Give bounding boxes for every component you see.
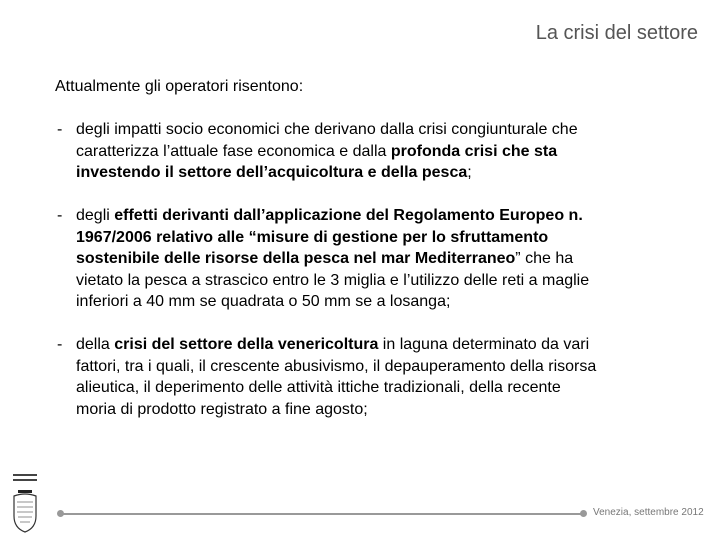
text: inferiori a 40 mm se quadrata o 50 mm se a losanga; [76, 293, 451, 311]
bullet-item [57, 205, 589, 313]
text: ; [467, 164, 472, 182]
bold-text: effetti derivanti dall’applicazione del Regolamento Europeo n. [114, 207, 583, 224]
bullet-line [76, 162, 578, 184]
bullet-marker: - [57, 207, 63, 224]
bullet-line [76, 141, 578, 163]
bullet-marker: - [57, 336, 63, 353]
bullet-line [76, 205, 589, 227]
text: degli [76, 207, 115, 224]
bullet-marker: - [57, 121, 63, 138]
slide-title: La crisi del settore [535, 22, 698, 44]
bullet-line [76, 399, 596, 421]
bullet-item [57, 334, 596, 420]
bold-text: investendo il settore dell’acquicoltura e della pesca [76, 164, 468, 182]
text: degli impatti socio economici che derivano dalla crisi congiunturale che [76, 121, 578, 138]
footer-divider [60, 513, 582, 515]
text: ” che ha [515, 250, 574, 268]
bullet-line [76, 291, 589, 313]
bullet-line [76, 356, 596, 378]
bold-text: crisi del settore della venericoltura [114, 336, 379, 353]
text: in laguna determinato da vari [378, 336, 590, 353]
bullet-line [76, 227, 589, 249]
text: caratterizza l’attuale fase economica e dalla [76, 142, 391, 160]
bullet-item [57, 119, 578, 184]
text: fattori, tra i quali, il crescente abusivismo, il depauperamento della risorsa [76, 357, 597, 375]
bold-text: profonda crisi che sta [390, 142, 558, 160]
bullet-line [76, 248, 589, 270]
bold-text: 1967/2006 relativo alle “misure di gestione per lo sfruttamento [76, 228, 549, 246]
intro-text: Attualmente gli operatori risentono: [55, 78, 304, 95]
comune-venezia-logo [10, 472, 40, 534]
footer-date: Venezia, settembre 2012 [593, 507, 704, 518]
bullet-line [76, 119, 578, 141]
bullet-line [76, 377, 596, 399]
bullet-line [76, 270, 589, 292]
text: moria di prodotto registrato a fine agosto; [76, 400, 368, 418]
bold-text: sostenibile delle risorse della pesca nel mar Mediterraneo [76, 250, 516, 268]
text: della [76, 336, 115, 353]
bullet-line [76, 334, 596, 356]
text: alieutica, il deperimento delle attività ittiche tradizionali, della recente [76, 379, 561, 397]
text: vietato la pesca a strascico entro le 3 miglia e l’utilizzo delle reti a maglie [76, 271, 590, 289]
footer-line-end-dot [580, 510, 587, 517]
